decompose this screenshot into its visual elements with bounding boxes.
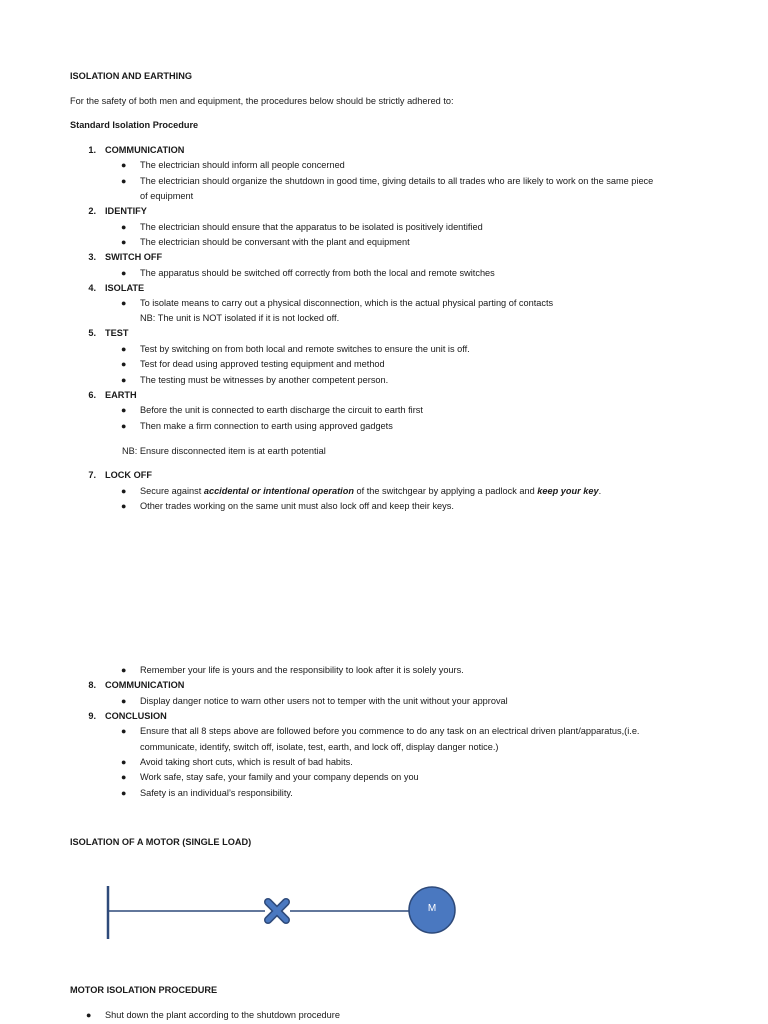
- list-item-continuation: communicate, identify, switch off, isolate, test, earth, and lock off, display danger notice.): [140, 742, 499, 752]
- step-number: 3.: [88, 252, 96, 262]
- subtitle: Standard Isolation Procedure: [70, 120, 199, 130]
- list-item: Test by switching on from both local and remote switches to ensure the unit is off.: [140, 344, 470, 354]
- list-item: Then make a firm connection to earth using approved gadgets: [140, 421, 393, 431]
- bullet-icon: ●: [121, 501, 127, 511]
- bullet-icon: ●: [121, 268, 127, 278]
- step-heading-communication: COMMUNICATION: [105, 680, 185, 690]
- step-heading-switch-off: SWITCH OFF: [105, 252, 163, 262]
- list-item: Shut down the plant according to the shutdown procedure: [105, 1010, 340, 1020]
- procedure-heading: MOTOR ISOLATION PROCEDURE: [70, 985, 218, 995]
- motor-section-heading: ISOLATION OF A MOTOR (SINGLE LOAD): [70, 837, 252, 847]
- list-item: The electrician should be conversant with the plant and equipment: [140, 237, 410, 247]
- step-number: 9.: [88, 711, 96, 721]
- step-heading-identify: IDENTIFY: [105, 206, 147, 216]
- list-item: Avoid taking short cuts, which is result of bad habits.: [140, 757, 353, 767]
- bullet-icon: ●: [121, 486, 127, 496]
- bullet-icon: ●: [121, 222, 127, 232]
- step-heading-test: TEST: [105, 328, 129, 338]
- step-heading-conclusion: CONCLUSION: [105, 711, 167, 721]
- step-heading-isolate: ISOLATE: [105, 283, 145, 293]
- list-item: Test for dead using approved testing equipment and method: [140, 359, 385, 369]
- bullet-icon: ●: [121, 298, 127, 308]
- list-item: The apparatus should be switched off correctly from both the local and remote switches: [140, 268, 495, 278]
- list-item: Before the unit is connected to earth discharge the circuit to earth first: [140, 405, 423, 415]
- step-heading-earth: EARTH: [105, 390, 137, 400]
- step-number: 7.: [88, 470, 96, 480]
- list-item: The electrician should organize the shutdown in good time, giving details to all trades who are likely to work on the same piece: [140, 176, 654, 186]
- bullet-icon: ●: [121, 788, 127, 798]
- bullet-icon: ●: [121, 665, 127, 675]
- bullet-icon: ●: [121, 160, 127, 170]
- list-item: Safety is an individual’s responsibility.: [140, 788, 293, 798]
- earth-note: NB: Ensure disconnected item is at earth potential: [122, 446, 326, 456]
- isolator-cross-icon: [268, 902, 286, 920]
- emphasis-text: keep your key: [537, 486, 599, 496]
- step-number: 4.: [88, 283, 96, 293]
- list-item: The electrician should inform all people concerned: [140, 160, 345, 170]
- list-item: Work safe, stay safe, your family and your company depends on you: [140, 772, 419, 782]
- text-run: Secure against: [140, 486, 204, 496]
- step-number: 6.: [88, 390, 96, 400]
- emphasis-text: accidental or intentional operation: [203, 486, 354, 496]
- list-item: Other trades working on the same unit must also lock off and keep their keys.: [140, 501, 454, 511]
- list-item: To isolate means to carry out a physical disconnection, which is the actual physical parting of contacts: [140, 298, 554, 308]
- step-heading-communication: COMMUNICATION: [105, 145, 185, 155]
- bullet-icon: ●: [121, 359, 127, 369]
- list-item: Display danger notice to warn other users not to temper with the unit without your approval: [140, 696, 508, 706]
- bullet-icon: ●: [121, 726, 127, 736]
- list-item-continuation: of equipment: [140, 191, 194, 201]
- bullet-icon: ●: [121, 176, 127, 186]
- step-number: 2.: [88, 206, 96, 216]
- list-item: Remember your life is yours and the responsibility to look after it is solely yours.: [140, 665, 464, 675]
- text-run: .: [598, 486, 602, 496]
- bullet-icon: ●: [121, 696, 127, 706]
- step-number: 1.: [88, 145, 96, 155]
- bullet-icon: ●: [121, 237, 127, 247]
- list-item-note: NB: The unit is NOT isolated if it is not locked off.: [140, 313, 340, 323]
- bullet-icon: ●: [121, 772, 127, 782]
- text-run: of the switchgear by applying a padlock and: [353, 486, 538, 496]
- document-title: ISOLATION AND EARTHING: [70, 71, 192, 81]
- motor-label: M: [427, 903, 437, 914]
- bullet-icon: ●: [121, 375, 127, 385]
- step-number: 5.: [88, 328, 96, 338]
- list-item: The testing must be witnesses by another competent person.: [140, 375, 389, 385]
- intro-text: For the safety of both men and equipment, the procedures below should be strictly adhered to:: [70, 96, 454, 106]
- bullet-icon: ●: [121, 344, 127, 354]
- list-item: Ensure that all 8 steps above are followed before you commence to do any task on an electrical driven plant/apparatus,(i.e.: [140, 726, 640, 736]
- step-number: 8.: [88, 680, 96, 690]
- list-item: The electrician should ensure that the apparatus to be isolated is positively identified: [140, 222, 483, 232]
- bullet-icon: ●: [121, 421, 127, 431]
- bullet-icon: ●: [121, 405, 127, 415]
- bullet-icon: ●: [86, 1010, 92, 1020]
- step-heading-lock-off: LOCK OFF: [105, 470, 152, 480]
- bullet-icon: ●: [121, 757, 127, 767]
